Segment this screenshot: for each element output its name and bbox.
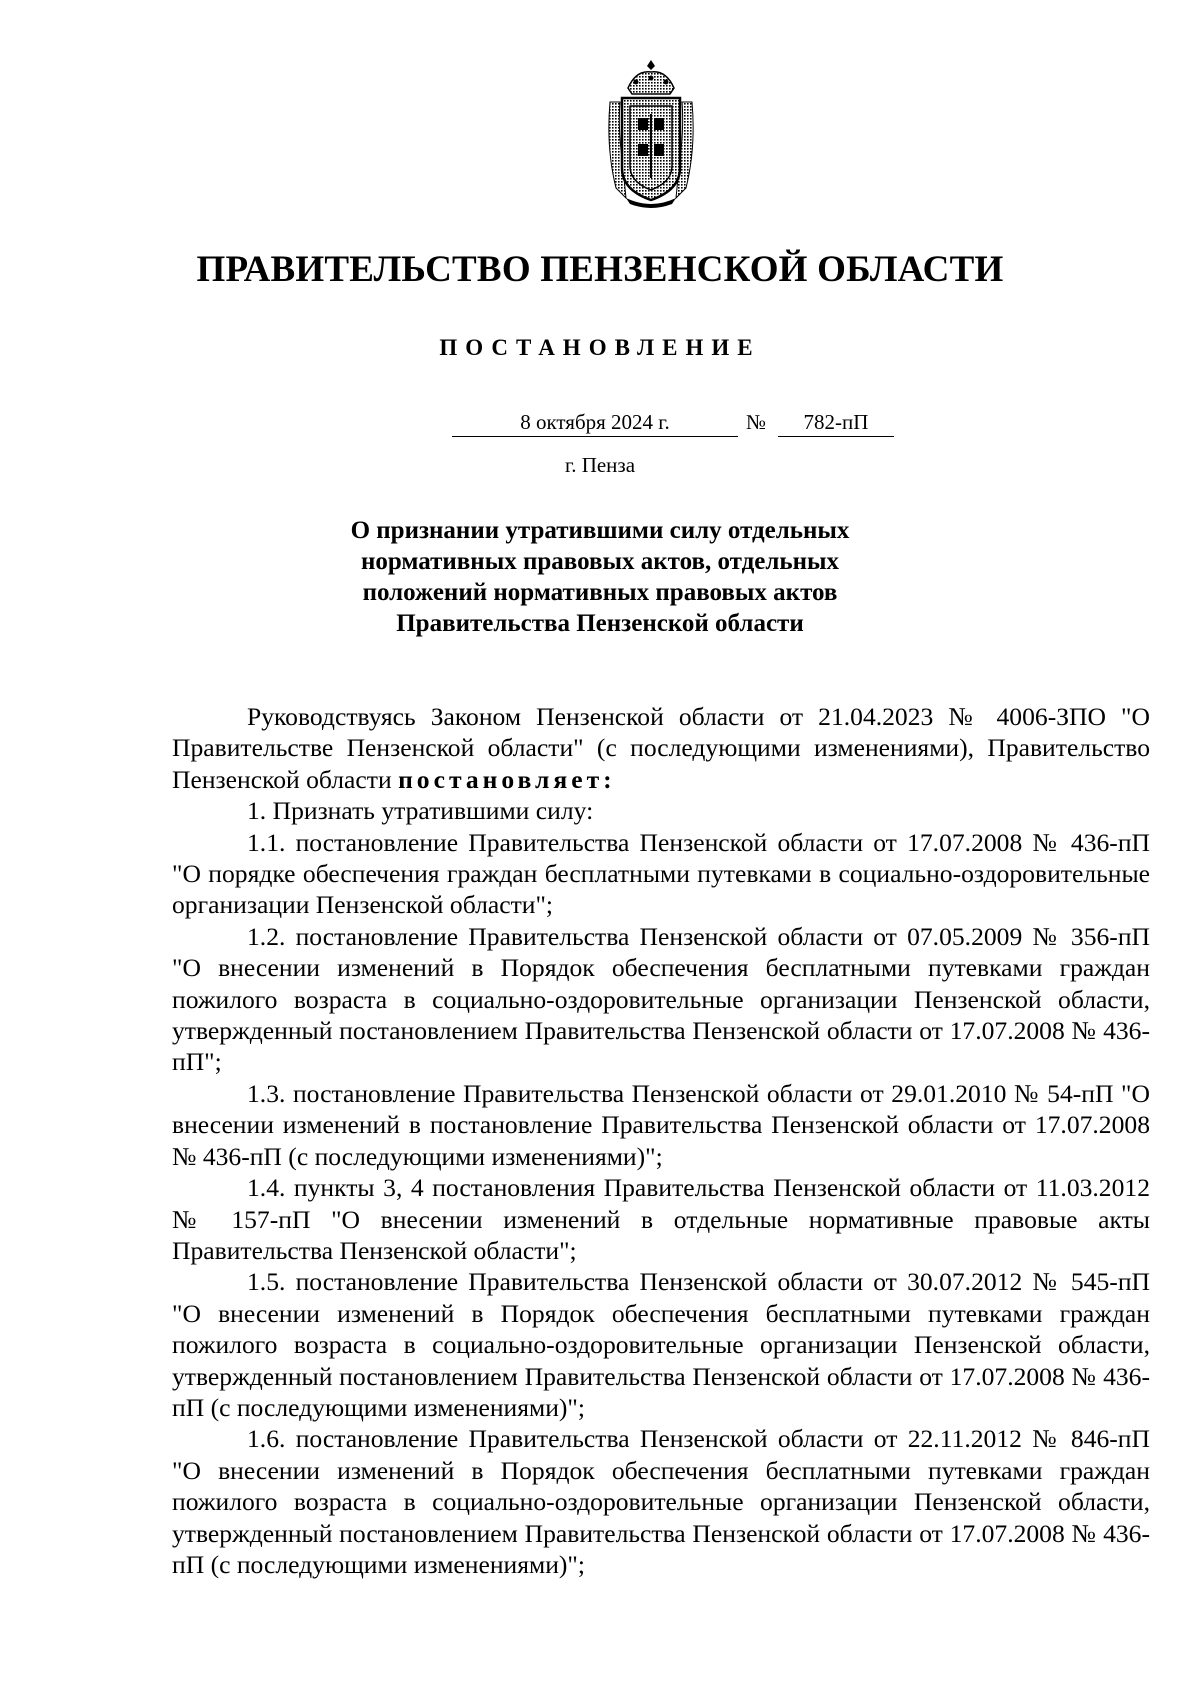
paragraph-1-3: 1.3. постановление Правительства Пензенской области от 29.01.2010 № 54-пП "О внесении изменений в постановление Правительства Пензенской области от 17.07.2008 № 436-пП (с последующими изменениями)"; <box>172 1078 1150 1171</box>
preamble-text: Руководствуясь Законом Пензенской области от 21.04.2023 № 4006-ЗПО "О Правительстве Пензенской области" (с последующими изменениями), Правительство Пензенской области <box>172 702 1150 794</box>
paragraph-1: 1. Признать утратившими силу: <box>247 796 594 826</box>
coat-of-arms-icon <box>606 58 696 208</box>
document-date: 8 октября 2024 г. <box>452 408 738 437</box>
title-line: положений нормативных правовых актов <box>362 579 838 606</box>
document-body <box>172 701 1150 1580</box>
preamble-paragraph <box>172 701 1150 795</box>
document-number: 782-пП <box>778 408 894 437</box>
number-sign: № <box>746 410 767 434</box>
organization-title: ПРАВИТЕЛЬСТВО ПЕНЗЕНСКОЙ ОБЛАСТИ <box>196 249 1004 290</box>
title-line: Правительства Пензенской области <box>396 610 804 637</box>
paragraph-1-6: 1.6. постановление Правительства Пензенской области от 22.11.2012 № 846-пП "О внесении изменений в Порядок обеспечения бесплатными путевками граждан пожилого возраста в социально-оздоровительные организации Пензенской области, утвержденный постановлением Правительства Пензенской области от 17.07.2008 № 436-пП (с последующими изменениями)"; <box>172 1424 1150 1579</box>
document-title <box>300 515 900 639</box>
paragraph-1-5: 1.5. постановление Правительства Пензенской области от 30.07.2012 № 545-пП "О внесении изменений в Порядок обеспечения бесплатными путевками граждан пожилого возраста в социально-оздоровительные организации Пензенской области, утвержденный постановлением Правительства Пензенской области от 17.07.2008 № 436-пП (с последующими изменениями)"; <box>172 1267 1150 1422</box>
paragraph-1-2: 1.2. постановление Правительства Пензенской области от 07.05.2009 № 356-пП "О внесении изменений в Порядок обеспечения бесплатными путевками граждан пожилого возраста в социально-оздоровительные организации Пензенской области, утвержденный постановлением Правительства Пензенской области от 17.07.2008 № 436-пП"; <box>172 921 1150 1077</box>
title-line: О признании утратившими силу отдельных <box>350 517 850 544</box>
document-type: ПОСТАНОВЛЕНИЕ <box>439 335 761 360</box>
decree-word: постановляет: <box>398 764 616 794</box>
title-line: нормативных правовых актов, отдельных <box>360 548 840 575</box>
paragraph-1-1: 1.1. постановление Правительства Пензенской области от 17.07.2008 № 436-пП "О порядке обеспечения граждан бесплатными путевками в социально-оздоровительные организации Пензенской области"; <box>172 827 1150 920</box>
document-city: г. Пенза <box>564 453 636 477</box>
paragraph-1-4: 1.4. пункты 3, 4 постановления Правительства Пензенской области от 11.03.2012 № 157-пП "О внесении изменений в отдельные нормативные правовые акты Правительства Пензенской области"; <box>172 1173 1150 1265</box>
